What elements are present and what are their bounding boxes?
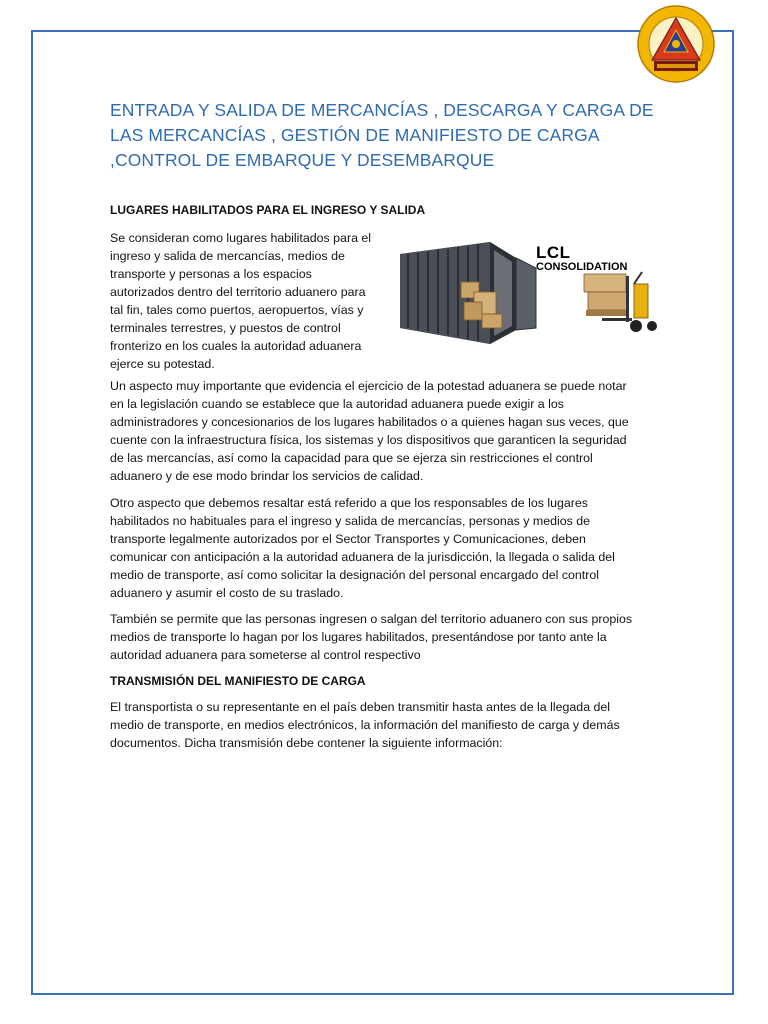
title-line: ,CONTROL DE EMBARQUE Y DESEMBARQUE — [110, 150, 495, 170]
text-line: Otro aspecto que debemos resaltar está referido a que los responsables de los lugares — [110, 496, 589, 510]
lcl-text: LCL — [536, 243, 571, 262]
title-line: ENTRADA Y SALIDA DE MERCANCÍAS , DESCARGA Y CARGA DE — [110, 100, 654, 120]
title-line: LAS MERCANCÍAS , GESTIÓN DE MANIFIESTO DE CARGA — [110, 125, 600, 145]
text-line: transporte legalmente autorizados por el Sector Transportes y Comunicaciones, deben — [110, 532, 586, 546]
text-line: tal fin, tales como puertos, aeropuertos, vías y — [110, 303, 364, 317]
consolidation-text: CONSOLIDATION — [536, 261, 628, 273]
text-line: administradores y concesionarios de los lugares habilitados o a quienes hagan sus veces, que — [110, 415, 629, 429]
text-line: También se permite que las personas ingresen o salgan del territorio aduanero con sus propios — [110, 612, 633, 626]
paragraph-personas — [110, 610, 655, 664]
text-line: El transportista o su representante en el país deben transmitir hasta antes de la llegada del — [110, 700, 611, 714]
section-heading-lugares: LUGARES HABILITADOS PARA EL INGRESO Y SALIDA — [110, 203, 426, 217]
text-line: Se consideran como lugares habilitados para el — [110, 231, 372, 245]
text-line: terminales terrestres, y puestos de control — [110, 321, 341, 335]
paragraph-potestad — [110, 377, 655, 485]
paragraph-transmision — [110, 698, 655, 752]
text-line: fronterizo en los cuales la autoridad aduanera — [110, 339, 362, 353]
text-line: Un aspecto muy importante que evidencia el ejercicio de la potestad aduanera se puede notar — [110, 379, 627, 393]
text-line: ingreso y salida de mercancías, medios de — [110, 249, 345, 263]
text-line: medio de transporte, en medios electrónicos, la información del manifiesto de carga y demás — [110, 718, 620, 732]
text-line: comunicar con anticipación a la autoridad aduanera de la jurisdicción, la llegada o salida del — [110, 550, 615, 564]
text-line: transporte y personas a los espacios — [110, 267, 312, 281]
text-line: medios de transporte lo hagan por los lugares habilitados, presentándose por tanto ante la — [110, 630, 607, 644]
document-title — [110, 98, 670, 173]
text-line: ejerce su potestad. — [110, 357, 215, 371]
text-line: documentos. Dicha transmisión debe contener la siguiente información: — [110, 736, 503, 750]
text-line: autorizados dentro del territorio aduanero para — [110, 285, 366, 299]
section-heading-manifiesto: TRANSMISIÓN DEL MANIFIESTO DE CARGA — [110, 674, 366, 688]
text-line: en la legislación cuando se establece que la autoridad aduanera puede exigir a los — [110, 397, 564, 411]
text-line: aduanero y de ese modo brindar los servicios de calidad. — [110, 469, 424, 483]
paragraph-responsables — [110, 494, 655, 602]
text-line: habilitados no habituales para el ingreso y salida de mercancías, personas y medios de — [110, 514, 591, 528]
lcl-consolidation-label — [536, 244, 627, 273]
text-line: de las mercancías, así como la capacidad para que se ejerza sin restricciones el control — [110, 451, 593, 465]
text-line: autoridad aduanera para someterse al control respectivo — [110, 648, 421, 662]
intro-paragraph — [110, 229, 400, 373]
text-line: cuente con la infraestructura física, los sistemas y los dispositivos que garanticen la seguridad — [110, 433, 627, 447]
text-line: medio de transporte, así como solicitar la designación del personal encargado del control — [110, 568, 600, 582]
text-line: aduanero y asumir el costo de su traslado. — [110, 586, 344, 600]
university-seal-icon — [636, 4, 716, 84]
